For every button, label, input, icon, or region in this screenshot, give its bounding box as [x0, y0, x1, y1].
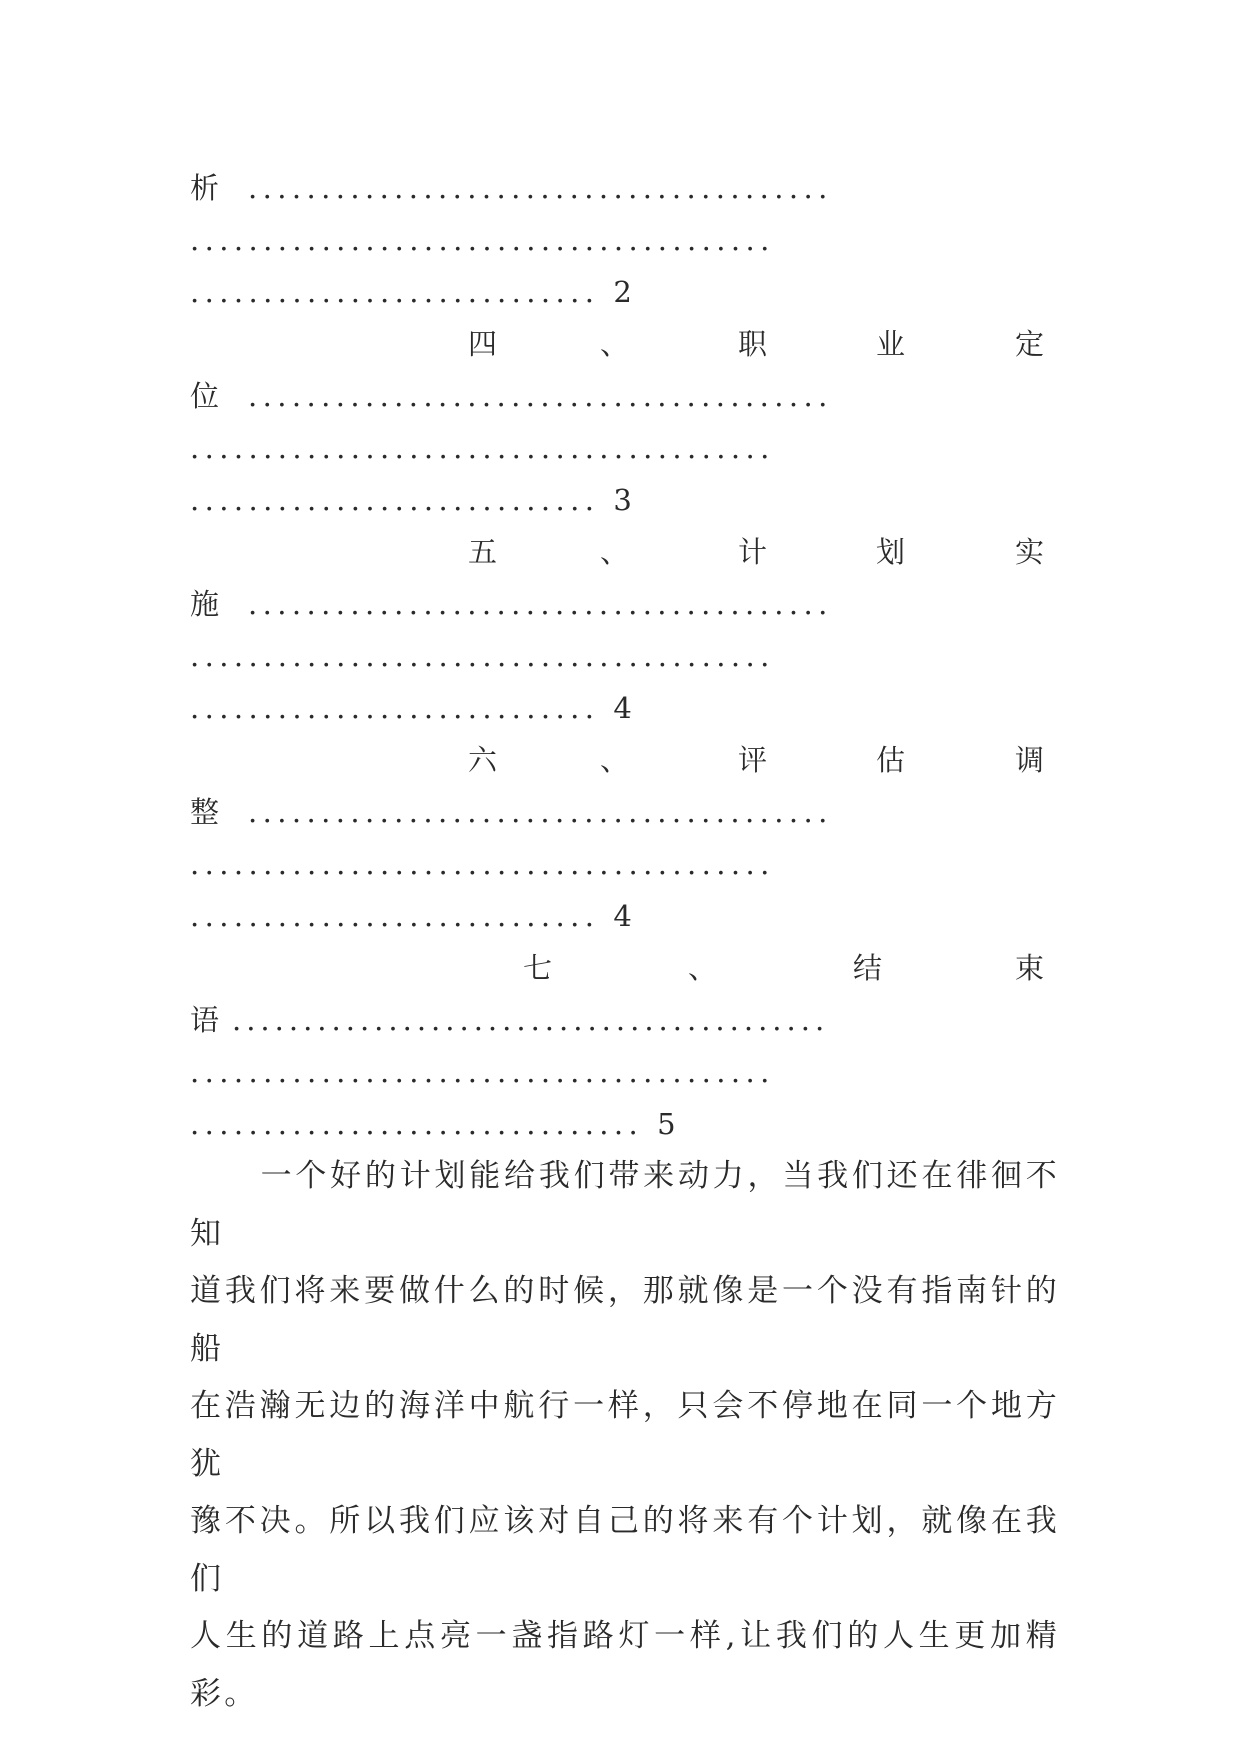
paragraph-line — [190, 1378, 1060, 1493]
toc-page-number: 4 — [613, 899, 632, 933]
toc-heading-char: 评 — [738, 743, 768, 777]
toc-line — [190, 686, 1060, 730]
toc-lead-char: 语 — [190, 1003, 220, 1037]
toc-heading-char: 计 — [738, 535, 768, 569]
toc-line — [190, 426, 1060, 470]
toc-line — [190, 166, 1060, 210]
toc-line — [190, 374, 1060, 418]
toc-heading-char: 、 — [600, 327, 630, 361]
toc-dots: ........................................ — [190, 847, 775, 881]
toc-lead-char: 析 — [190, 171, 220, 205]
paragraph-line-text: 在浩瀚无边的海洋中航行一样，只会不停地在同一个地方犹 — [190, 1388, 1060, 1482]
toc-heading-char: 定 — [1015, 327, 1045, 361]
toc-heading-char: 职 — [738, 327, 768, 361]
paragraph-line-text: 道我们将来要做什么的时候，那就像是一个没有指南针的船 — [190, 1273, 1060, 1367]
toc-heading-char: 五 — [468, 535, 498, 569]
toc-dots: ............................ — [190, 899, 600, 933]
toc-heading-char: 四 — [468, 327, 498, 361]
toc-line — [190, 478, 1060, 522]
toc-lead-char: 位 — [190, 379, 220, 413]
toc-heading-char: 实 — [1015, 535, 1045, 569]
toc-line — [190, 634, 1060, 678]
paragraph-line — [190, 1263, 1060, 1378]
toc-lead-char: 施 — [190, 587, 220, 621]
toc-heading-char: 、 — [600, 743, 630, 777]
paragraph-line-text: 豫不决。所以我们应该对自己的将来有个计划，就像在我们 — [190, 1503, 1060, 1597]
toc-heading-char: 业 — [876, 327, 906, 361]
toc-page-number: 4 — [613, 691, 632, 725]
toc-line — [190, 842, 1060, 886]
toc-heading — [190, 946, 1045, 990]
toc-heading-char: 七 — [523, 951, 553, 985]
toc-heading-char: 束 — [1015, 951, 1045, 985]
toc-lead-char: 整 — [190, 795, 220, 829]
paragraph-line — [190, 1493, 1060, 1608]
paragraph-line-text: 一个好的计划能给我们带来动力，当我们还在徘徊不知 — [190, 1158, 1060, 1252]
toc-dots: ............................ — [190, 691, 600, 725]
toc-page-number: 5 — [657, 1107, 676, 1141]
toc-dots: ........................................ — [190, 431, 775, 465]
toc-dots: ............................ — [190, 275, 600, 309]
toc-heading-char: 、 — [600, 535, 630, 569]
toc-dots: ............................ — [190, 483, 600, 517]
toc-heading — [190, 530, 1045, 574]
toc-heading-char: 估 — [876, 743, 906, 777]
paragraph-line — [190, 1608, 1060, 1723]
toc-heading-char: 、 — [688, 951, 718, 985]
toc-line — [190, 998, 1060, 1042]
toc-line — [190, 270, 1060, 314]
toc-dots: ............................... — [190, 1107, 644, 1141]
toc-heading-char: 结 — [853, 951, 883, 985]
toc-line — [190, 218, 1060, 262]
toc-line — [190, 894, 1060, 938]
toc-dots: ........................................ — [248, 171, 833, 205]
toc-dots: .......................................... — [232, 1003, 830, 1037]
toc-page-number: 3 — [613, 483, 632, 517]
toc-dots: ........................................ — [190, 1055, 775, 1089]
toc-dots: ........................................ — [248, 379, 833, 413]
toc-dots: ........................................ — [190, 223, 775, 257]
toc-line — [190, 1050, 1060, 1094]
toc-heading-char: 划 — [876, 535, 906, 569]
toc-heading — [190, 738, 1045, 782]
body-paragraph — [190, 1148, 1060, 1723]
paragraph-line-text: 人生的道路上点亮一盏指路灯一样,让我们的人生更加精彩。 — [190, 1618, 1060, 1712]
toc-page-number: 2 — [613, 275, 632, 309]
toc-dots: ........................................ — [248, 795, 833, 829]
toc-line — [190, 1102, 1060, 1146]
toc-dots: ........................................ — [248, 587, 833, 621]
toc-heading-char: 六 — [468, 743, 498, 777]
toc-dots: ........................................ — [190, 639, 775, 673]
toc-heading-char: 调 — [1015, 743, 1045, 777]
paragraph-line — [190, 1148, 1060, 1263]
toc-line — [190, 582, 1060, 626]
toc-line — [190, 790, 1060, 834]
toc-heading — [190, 322, 1045, 366]
